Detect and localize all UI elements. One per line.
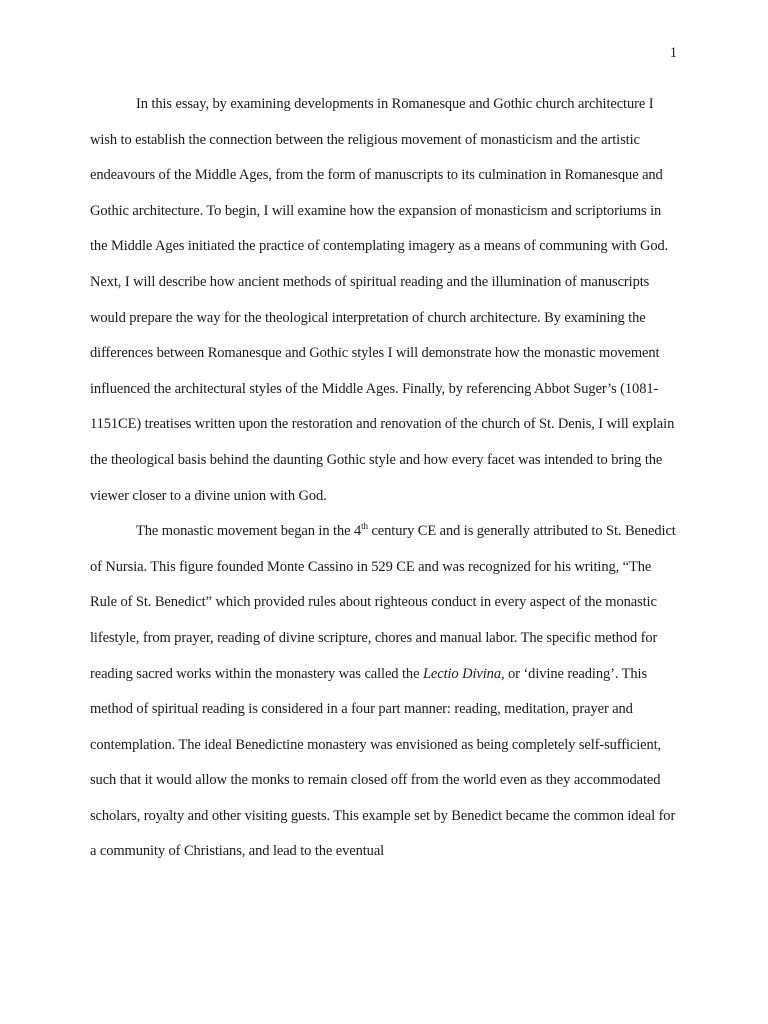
page-number: 1 bbox=[669, 45, 677, 61]
ordinal-superscript: th bbox=[361, 521, 368, 532]
document-body bbox=[90, 87, 678, 870]
italic-term-lectio-divina: Lectio Divina bbox=[422, 665, 501, 682]
paragraph-introduction: In this essay, by examining developments in Romanesque and Gothic church architecture I wish to establish the connection between the religious movement of monasticism and the artistic endeavours of the Middle Ages, from the form of manuscripts to its culmination in Romanesque and Gothic architecture. To begin, I will examine how the expansion of monasticism and scriptoriums in the Middle Ages initiated the practice of contemplating imagery as a means of communing with God. Next, I will describe how ancient methods of spiritual reading and the illumination of manuscripts would prepare the way for the theological interpretation of church architecture. By examining the differences between Romanesque and Gothic styles I will demonstrate how the monastic movement influenced the architectural styles of the Middle Ages. Finally, by referencing Abbot Suger’s (1081-1151CE) treatises written upon the restoration and renovation of the church of St. Denis, I will explain the theological basis behind the daunting Gothic style and how every facet was intended to bring the viewer closer to a divine union with God. bbox=[90, 96, 675, 504]
paragraph-text-segment: century CE and is generally attributed to St. Benedict of Nursia. This figure founded Monte Cassino in 529 CE and was recognized for his writing, “The Rule of St. Benedict” which provided rules about righteous conduct in every aspect of the monastic lifestyle, from prayer, reading of divine scripture, chores and manual labor. The specific method for reading sacred works within the monastery was called the bbox=[90, 523, 676, 682]
paragraph-monastic-movement bbox=[90, 514, 678, 870]
paragraph-text-segment: The monastic movement began in the 4 bbox=[136, 523, 362, 540]
paragraph-text-segment: , or ‘divine reading’. This method of spiritual reading is considered in a four part manner: reading, meditation, prayer and contemplation. The ideal Benedictine monastery was envisioned as being completely self-sufficient, such that it would allow the monks to remain closed off from the world even as they accommodated scholars, royalty and other visiting guests. This example set by Benedict became the common ideal for a community of Christians, and lead to the eventual bbox=[90, 665, 676, 860]
